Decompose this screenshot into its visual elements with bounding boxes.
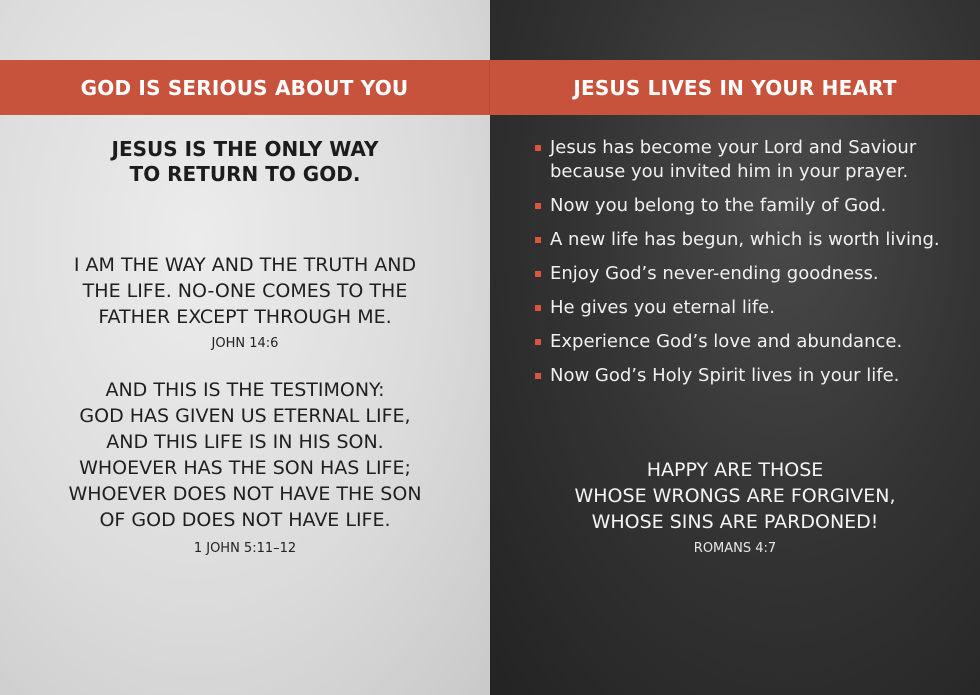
verse-reference: 1 JOHN 5:11–12	[193, 541, 297, 556]
verse-line: HAPPY ARE THOSE	[646, 459, 824, 481]
list-item	[534, 228, 964, 252]
list-item-text: Experience God’s love and abundance.	[550, 331, 903, 352]
verse-1-john-5-11	[0, 377, 490, 533]
verse-john-14-6	[0, 252, 490, 330]
verse-reference: JOHN 14:6	[211, 336, 279, 351]
square-bullet-icon	[535, 271, 541, 277]
left-banner	[0, 60, 490, 115]
list-item-text: Jesus has become your Lord and Saviour because you invited him in your prayer.	[550, 137, 917, 182]
verse-reference: ROMANS 4:7	[693, 541, 777, 556]
list-item	[534, 136, 964, 184]
verse-line: WHOEVER HAS THE SON HAS LIFE;	[79, 457, 411, 479]
square-bullet-icon	[535, 339, 541, 345]
verse-line: FATHER EXCEPT THROUGH ME.	[98, 306, 392, 328]
verse-line: WHOSE SINS ARE PARDONED!	[591, 511, 879, 533]
headline-line: TO RETURN TO GOD.	[129, 162, 361, 186]
verse-line: AND THIS LIFE IS IN HIS SON.	[106, 431, 384, 453]
list-item-text: He gives you eternal life.	[550, 297, 775, 318]
list-item-text: Now God’s Holy Spirit lives in your life.	[550, 365, 900, 386]
list-item	[534, 364, 964, 388]
list-item	[534, 296, 964, 320]
list-item	[534, 262, 964, 286]
verse-line: WHOEVER DOES NOT HAVE THE SON	[68, 483, 422, 505]
list-item-text: Now you belong to the family of God.	[550, 195, 887, 216]
right-banner-title: JESUS LIVES IN YOUR HEART	[573, 75, 897, 100]
left-headline	[0, 137, 490, 187]
verse-line: THE LIFE. NO-ONE COMES TO THE	[82, 280, 408, 302]
verse-line: I AM THE WAY AND THE TRUTH AND	[73, 254, 417, 276]
verse-line: AND THIS IS THE TESTIMONY:	[105, 379, 385, 401]
verse-line: GOD HAS GIVEN US ETERNAL LIFE,	[79, 405, 411, 427]
list-item	[534, 330, 964, 354]
verse-line: WHOSE WRONGS ARE FORGIVEN,	[574, 485, 896, 507]
list-item	[534, 194, 964, 218]
square-bullet-icon	[535, 203, 541, 209]
left-banner-title: GOD IS SERIOUS ABOUT YOU	[80, 75, 409, 100]
closing-verse	[490, 457, 980, 535]
benefits-list	[534, 136, 964, 398]
square-bullet-icon	[535, 305, 541, 311]
square-bullet-icon	[535, 237, 541, 243]
square-bullet-icon	[535, 145, 541, 151]
right-banner	[490, 60, 980, 115]
list-item-text: Enjoy God’s never-ending goodness.	[550, 263, 879, 284]
square-bullet-icon	[535, 373, 541, 379]
headline-line: JESUS IS THE ONLY WAY	[111, 137, 379, 161]
list-item-text: A new life has begun, which is worth living.	[550, 229, 940, 250]
verse-line: OF GOD DOES NOT HAVE LIFE.	[99, 509, 391, 531]
